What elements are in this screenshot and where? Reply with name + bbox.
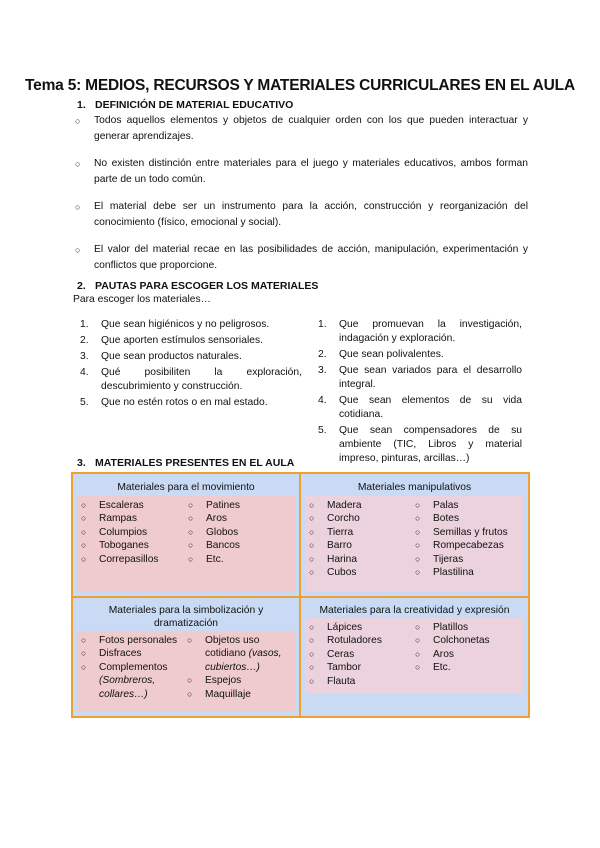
list-item: ○ Rotuladores <box>309 634 414 647</box>
item-text: Que sean polivalentes. <box>339 349 444 360</box>
list-item: ○ Correpasillos <box>81 553 191 566</box>
movimiento-box <box>73 474 301 598</box>
simbolizacion-title: Materiales para la simbolización y dramatización <box>108 605 264 629</box>
list-item: ○ Madera <box>309 499 414 512</box>
manipulativos-box <box>301 474 528 598</box>
item-text: Que promuevan la investigación, indagación y exploración. <box>339 319 522 344</box>
item-number: 5. <box>318 425 327 436</box>
creatividad-box <box>301 598 528 716</box>
item-note: (vasos, cubiertos…) <box>205 648 282 673</box>
item-number: 1. <box>318 319 327 330</box>
section-2-title: PAUTAS PARA ESCOGER LOS MATERIALES <box>95 280 319 292</box>
list-item <box>187 634 289 674</box>
list-item: ○ Disfraces <box>81 647 186 660</box>
list-item: ○ Maquillaje <box>187 688 289 701</box>
section-2-heading <box>77 280 318 292</box>
list-item <box>80 350 302 364</box>
manipulativos-col-1 <box>309 499 414 579</box>
item-number: 2. <box>318 349 327 360</box>
item-text: Que aporten estímulos sensoriales. <box>101 335 263 346</box>
list-item: ○ Semillas y frutos <box>415 526 525 539</box>
list-item: ○ Bancos <box>188 539 293 552</box>
list-item: ○ Platillos <box>415 621 520 634</box>
list-item <box>80 366 302 394</box>
item-text: Que no estén rotos o en mal estado. <box>101 397 268 408</box>
list-item: ○ Cubos <box>309 566 414 579</box>
list-item: ○ No existen distinción entre materiales para el juego y materiales educativos, ambos forman parte de un todo común. <box>76 156 528 188</box>
manipulativos-title: Materiales manipulativos <box>357 482 472 493</box>
item-number: 4. <box>80 367 89 378</box>
list-item: ○ Barro <box>309 539 414 552</box>
list-item-note: (Sombreros, collares…) <box>99 675 156 700</box>
item-number: 2. <box>80 335 89 346</box>
list-item <box>318 424 522 466</box>
item-number: 4. <box>318 395 327 406</box>
list-item <box>80 318 302 332</box>
list-item: ○ Colchonetas <box>415 634 520 647</box>
list-item: ○ Harina <box>309 553 414 566</box>
section-3-title: MATERIALES PRESENTES EN EL AULA <box>95 457 295 469</box>
list-item: ○ Toboganes <box>81 539 191 552</box>
item-text: Que sean productos naturales. <box>101 351 242 362</box>
list-item: ○ Espejos <box>187 674 289 687</box>
item-text: Que sean higiénicos y no peligrosos. <box>101 319 270 330</box>
list-item: ○ Rompecabezas <box>415 539 525 552</box>
simbolizacion-col-1 <box>81 634 186 701</box>
list-item <box>80 396 302 410</box>
section-3-number: 3. <box>77 457 86 469</box>
item-number: 5. <box>80 397 89 408</box>
item-text: Qué posibiliten la exploración, descubrimiento y construcción. <box>101 367 302 392</box>
materials-grid <box>71 472 530 718</box>
list-item: ○ Lápices <box>309 621 414 634</box>
list-item: ○ Rampas <box>81 512 191 525</box>
movimiento-col-1 <box>81 499 191 566</box>
item-text: Que sean compensadores de su ambiente (TIC, Libros y material impreso, pinturas, arcillas…) <box>339 425 522 464</box>
list-item: ○ Fotos personales <box>81 634 186 647</box>
section-1-bullets <box>76 113 528 285</box>
list-item: ○ Complementos <box>81 661 186 674</box>
simbolizacion-box <box>73 598 301 716</box>
list-item: ○ Etc. <box>415 661 520 674</box>
list-item: ○ Columpios <box>81 526 191 539</box>
list-item: ○ Botes <box>415 512 525 525</box>
list-item: ○ Plastilina <box>415 566 525 579</box>
list-item: ○ Ceras <box>309 648 414 661</box>
section-1-heading <box>77 99 293 111</box>
movimiento-col-2 <box>188 499 293 566</box>
list-item: ○ Todos aquellos elementos y objetos de cualquier orden con los que pueden interactuar y generar aprendizajes. <box>76 113 528 145</box>
list-item: ○ Corcho <box>309 512 414 525</box>
list-item: ○ Escaleras <box>81 499 191 512</box>
movimiento-title: Materiales para el movimiento <box>117 482 255 493</box>
list-item <box>318 348 522 362</box>
list-item: ○ El material debe ser un instrumento para la acción, construcción y reorganización del conocimiento (físico, emocional y social). <box>76 199 528 231</box>
criteria-list-left <box>80 318 302 412</box>
section-3-heading <box>77 457 294 469</box>
simbolizacion-col-2 <box>187 634 289 701</box>
list-item <box>318 318 522 346</box>
list-item: ○ Palas <box>415 499 525 512</box>
item-text: Objetos uso cotidiano <box>205 635 260 660</box>
creatividad-col-1 <box>309 621 414 688</box>
list-item: ○ Tijeras <box>415 553 525 566</box>
page-title: Tema 5: MEDIOS, RECURSOS Y MATERIALES CURRICULARES EN EL AULA <box>25 77 575 94</box>
manipulativos-col-2 <box>415 499 525 579</box>
criteria-list-right <box>318 318 522 468</box>
list-item: ○ Aros <box>188 512 293 525</box>
list-item <box>80 334 302 348</box>
list-item: ○ Flauta <box>309 675 414 688</box>
item-number: 3. <box>318 365 327 376</box>
list-item: ○ El valor del material recae en las posibilidades de acción, manipulación, experimentación y conflictos que proporcione. <box>76 242 528 274</box>
item-number: 1. <box>80 319 89 330</box>
section-2-intro: Para escoger los materiales… <box>73 294 211 305</box>
section-2-number: 2. <box>77 280 86 292</box>
list-item <box>318 364 522 392</box>
section-1-number: 1. <box>77 99 86 111</box>
list-item: ○ Tierra <box>309 526 414 539</box>
item-text: Que sean elementos de su vida cotidiana. <box>339 395 522 420</box>
list-item: ○ Tambor <box>309 661 414 674</box>
list-item: ○ Globos <box>188 526 293 539</box>
creatividad-title: Materiales para la creatividad y expresión <box>319 605 510 616</box>
list-item: ○ Etc. <box>188 553 293 566</box>
list-item <box>318 394 522 422</box>
list-item: ○ Aros <box>415 648 520 661</box>
item-number: 3. <box>80 351 89 362</box>
item-text: Que sean variados para el desarrollo integral. <box>339 365 522 390</box>
list-item: ○ Patines <box>188 499 293 512</box>
section-1-title: DEFINICIÓN DE MATERIAL EDUCATIVO <box>95 99 294 111</box>
creatividad-col-2 <box>415 621 520 675</box>
